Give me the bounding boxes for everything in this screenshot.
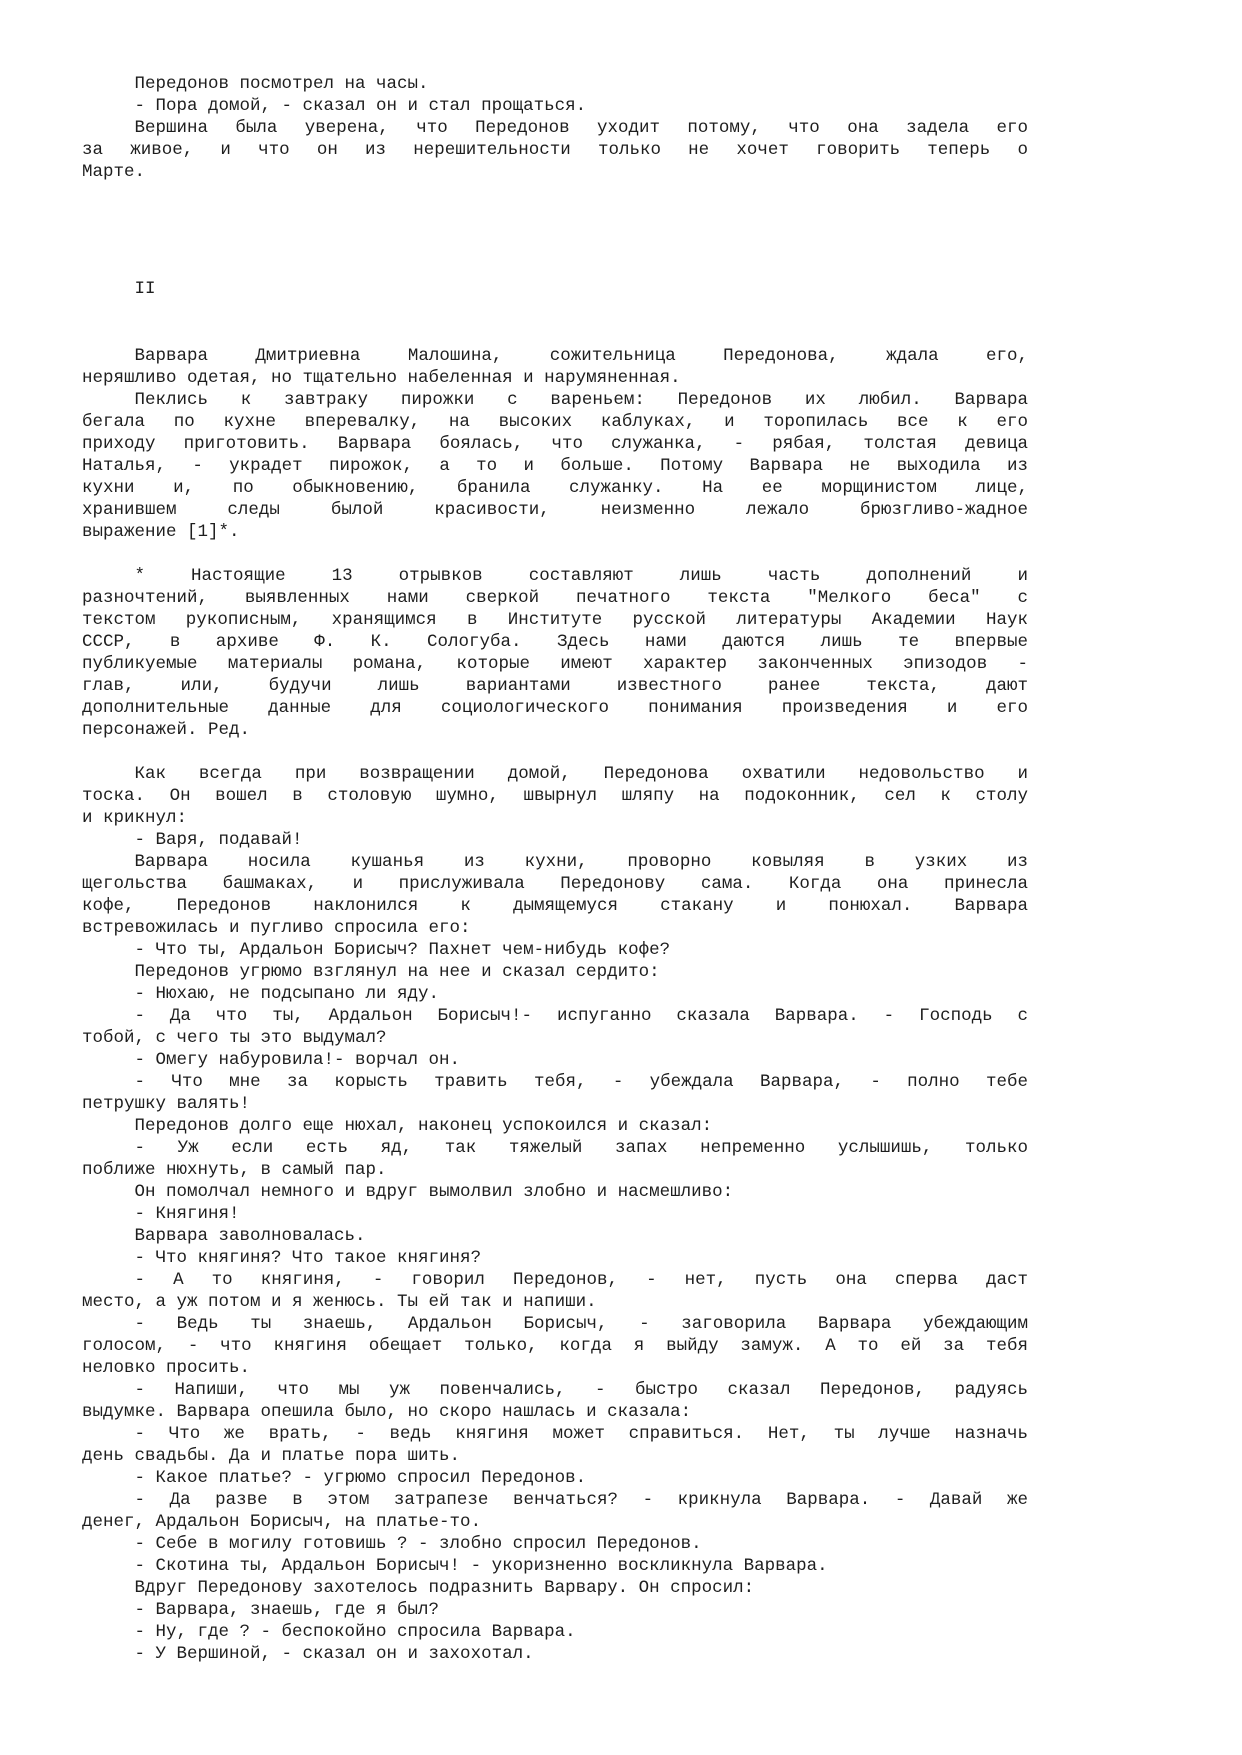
paragraph [82, 117, 1028, 183]
text-line: неряшливо одетая, но тщательно набеленная и нарумяненная. [82, 368, 681, 388]
text-line: место, а уж потом и я женюсь. Ты ей так и напиши. [82, 1292, 597, 1312]
text-line: Как всегда при возвращении домой, Передонова охватили недовольство и [134, 764, 1028, 784]
text-line: Варвара заволновалась. [82, 1226, 366, 1246]
text-line: - Варвара, знаешь, где я был? [82, 1600, 440, 1620]
text-line: Вдруг Передонову захотелось подразнить Варвару. Он спросил: [82, 1578, 755, 1598]
text-line: бегала по кухне вперевалку, на высоких каблуках, и торопилась все к его [82, 412, 1028, 432]
text-line: Наталья, - украдет пирожок, а то и больше. Потому Варвара не выходила из [82, 456, 1028, 476]
text-line: - Варя, подавай! [82, 830, 303, 850]
text-line: - Что мне за корысть травить тебя, - убеждала Варвара, - полно тебе [134, 1072, 1028, 1092]
text-line: - А то княгиня, - говорил Передонов, - нет, пусть она сперва даст [134, 1270, 1028, 1290]
text-line: - Да разве в этом затрапезе венчаться? - крикнула Варвара. - Давай же [134, 1490, 1028, 1510]
text-line: выдумке. Варвара опешила было, но скоро нашлась и сказала: [82, 1402, 692, 1422]
footnote [82, 565, 1028, 741]
text-line: хранившем следы былой красивости, неизменно лежало брюзгливо-жадное [82, 500, 1028, 520]
text-line: - Нюхаю, не подсыпано ли яду. [82, 984, 440, 1004]
text-line: Передонов угрюмо взглянул на нее и сказал сердито: [82, 962, 660, 982]
text-line: петрушку валять! [82, 1094, 251, 1114]
text-line: встревожилась и пугливо спросила его: [82, 918, 471, 938]
text-line: - Ведь ты знаешь, Ардальон Борисыч, - заговорила Варвара убеждающим [134, 1314, 1028, 1334]
text-line: день свадьбы. Да и платье пора шить. [82, 1446, 461, 1466]
text-line: Передонов долго еще нюхал, наконец успокоился и сказал: [82, 1116, 713, 1136]
text-line: Передонов посмотрел на часы. [82, 74, 429, 94]
text-line: глав, или, будучи лишь вариантами известного ранее текста, дают [82, 676, 1028, 696]
text-line: поближе нюхнуть, в самый пар. [82, 1160, 387, 1180]
text-line: - Какое платье? - угрюмо спросил Передонов. [82, 1468, 587, 1488]
text-line: - Уж если есть яд, так тяжелый запах непременно услышишь, только [134, 1138, 1028, 1158]
text-line: - Ну, где ? - беспокойно спросила Варвара. [82, 1622, 576, 1642]
text-line: публикуемые материалы романа, которые имеют характер законченных эпизодов - [82, 654, 1028, 674]
text-line: тобой, с чего ты это выдумал? [82, 1028, 387, 1048]
dialogue-body [82, 763, 1028, 1665]
paragraph [82, 389, 1028, 543]
text-line: тоска. Он вошел в столовую шумно, швырнул шляпу на подоконник, сел к столу [82, 786, 1028, 806]
text-line: приходу приготовить. Варвара боялась, что служанка, - рябая, толстая девица [82, 434, 1028, 454]
text-line: персонажей. Ред. [82, 720, 251, 740]
text-line: денег, Ардальон Борисыч, на платье-то. [82, 1512, 482, 1532]
text-line: Вершина была уверена, что Передонов уходит потому, что она задела его [134, 118, 1028, 138]
text-line: щегольства башмаках, и прислуживала Передонову сама. Когда она принесла [82, 874, 1028, 894]
text-line: - Что же врать, - ведь княгиня может справиться. Нет, ты лучше назначь [134, 1424, 1028, 1444]
chapter-heading-text: II [82, 279, 156, 299]
text-line: Пеклись к завтраку пирожки с вареньем: Передонов их любил. Варвара [134, 390, 1028, 410]
text-line: - Скотина ты, Ардальон Борисыч! - укоризненно воскликнула Варвара. [82, 1556, 828, 1576]
text-line: - Что княгиня? Что такое княгиня? [82, 1248, 482, 1268]
text-line: Варвара Дмитриевна Малошина, сожительница Передонова, ждала его, [134, 346, 1028, 366]
text-line: за живое, и что он из нерешительности только не хочет говорить теперь о [82, 140, 1028, 160]
text-line: текстом рукописным, хранящимся в Институте русской литературы Академии Наук [82, 610, 1028, 630]
text-line: - Княгиня! [82, 1204, 240, 1224]
text-line: и крикнул: [82, 808, 188, 828]
text-line: неловко просить. [82, 1358, 251, 1378]
text-line: выражение [1]*. [82, 522, 240, 542]
text-line: голосом, - что княгиня обещает только, когда я выйду замуж. А то ей за тебя [82, 1336, 1028, 1356]
text-line: Марте. [82, 162, 146, 182]
text-line: - Омегу набуровила!- ворчал он. [82, 1050, 461, 1070]
paragraph [82, 73, 1028, 117]
paragraph [82, 345, 1028, 389]
text-line: кухни и, по обыкновению, бранила служанку. На ее морщинистом лице, [82, 478, 1028, 498]
text-line: * Настоящие 13 отрывков составляют лишь часть дополнений и [134, 566, 1028, 586]
text-line: - У Вершиной, - сказал он и захохотал. [82, 1644, 534, 1664]
text-line: - Пора домой, - сказал он и стал прощаться. [82, 96, 587, 116]
text-line: - Да что ты, Ардальон Борисыч!- испуганно сказала Варвара. - Господь с [134, 1006, 1028, 1026]
text-line: - Напиши, что мы уж повенчались, - быстро сказал Передонов, радуясь [134, 1380, 1028, 1400]
text-line: разночтений, выявленных нами сверкой печатного текста "Мелкого беса" с [82, 588, 1028, 608]
text-line: дополнительные данные для социологического понимания произведения и его [82, 698, 1028, 718]
text-line: - Себе в могилу готовишь ? - злобно спросил Передонов. [82, 1534, 702, 1554]
text-line: СССР, в архиве Ф. К. Сологуба. Здесь нами даются лишь те впервые [82, 632, 1028, 652]
text-line: - Что ты, Ардальон Борисыч? Пахнет чем-нибудь кофе? [82, 940, 671, 960]
chapter-heading [82, 278, 1028, 300]
text-line: Варвара носила кушанья из кухни, проворно ковыляя в узких из [134, 852, 1028, 872]
text-line: кофе, Передонов наклонился к дымящемуся стакану и понюхал. Варвара [82, 896, 1028, 916]
text-line: Он помолчал немного и вдруг вымолвил злобно и насмешливо: [82, 1182, 734, 1202]
